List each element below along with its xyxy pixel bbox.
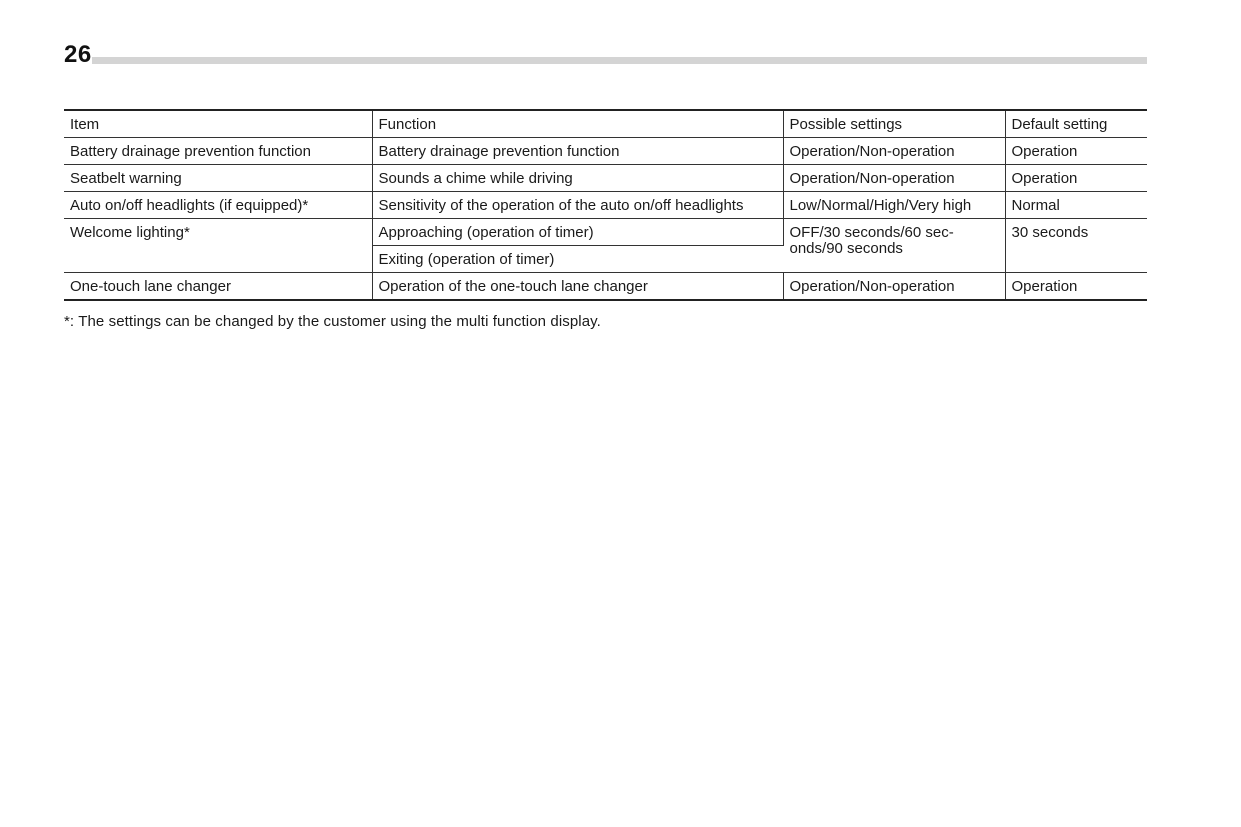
cell-function: Sounds a chime while driving <box>372 165 783 192</box>
table-row <box>64 165 1147 192</box>
header-item: Item <box>64 110 372 138</box>
header-possible-settings: Possible settings <box>783 110 1005 138</box>
page-number: 26 <box>64 41 92 68</box>
table-row <box>64 219 1147 246</box>
cell-default-setting: Operation <box>1005 273 1147 301</box>
cell-possible-settings: Low/Normal/High/Very high <box>783 192 1005 219</box>
cell-possible-settings: Operation/Non-operation <box>783 165 1005 192</box>
table-header-row <box>64 110 1147 138</box>
cell-default-setting: Normal <box>1005 192 1147 219</box>
settings-table <box>64 109 1147 301</box>
cell-item: Seatbelt warning <box>64 165 372 192</box>
cell-default-setting: Operation <box>1005 165 1147 192</box>
cell-item: Welcome lighting* <box>64 219 372 273</box>
cell-default-setting: Operation <box>1005 138 1147 165</box>
cell-item: One-touch lane changer <box>64 273 372 301</box>
possible-settings-line-2: onds/90 seconds <box>789 240 903 257</box>
cell-default-setting: 30 seconds <box>1005 219 1147 273</box>
cell-function: Battery drainage prevention function <box>372 138 783 165</box>
cell-possible-settings: Operation/Non-operation <box>783 138 1005 165</box>
cell-item: Auto on/off headlights (if equipped)* <box>64 192 372 219</box>
cell-item: Battery drainage prevention function <box>64 138 372 165</box>
cell-function: Operation of the one-touch lane changer <box>372 273 783 301</box>
table-row <box>64 138 1147 165</box>
cell-function: Sensitivity of the operation of the auto on/off headlights <box>372 192 783 219</box>
header-function: Function <box>372 110 783 138</box>
table-row <box>64 273 1147 301</box>
header-default-setting: Default setting <box>1005 110 1147 138</box>
cell-function: Exiting (operation of timer) <box>372 246 783 273</box>
header-rule <box>92 57 1147 64</box>
cell-possible-settings <box>783 219 1005 273</box>
cell-function: Approaching (operation of timer) <box>372 219 783 246</box>
cell-possible-settings: Operation/Non-operation <box>783 273 1005 301</box>
possible-settings-line-1: OFF/30 seconds/60 sec- <box>789 224 954 241</box>
footnote: *: The settings can be changed by the customer using the multi function display. <box>64 313 601 330</box>
table-row <box>64 192 1147 219</box>
